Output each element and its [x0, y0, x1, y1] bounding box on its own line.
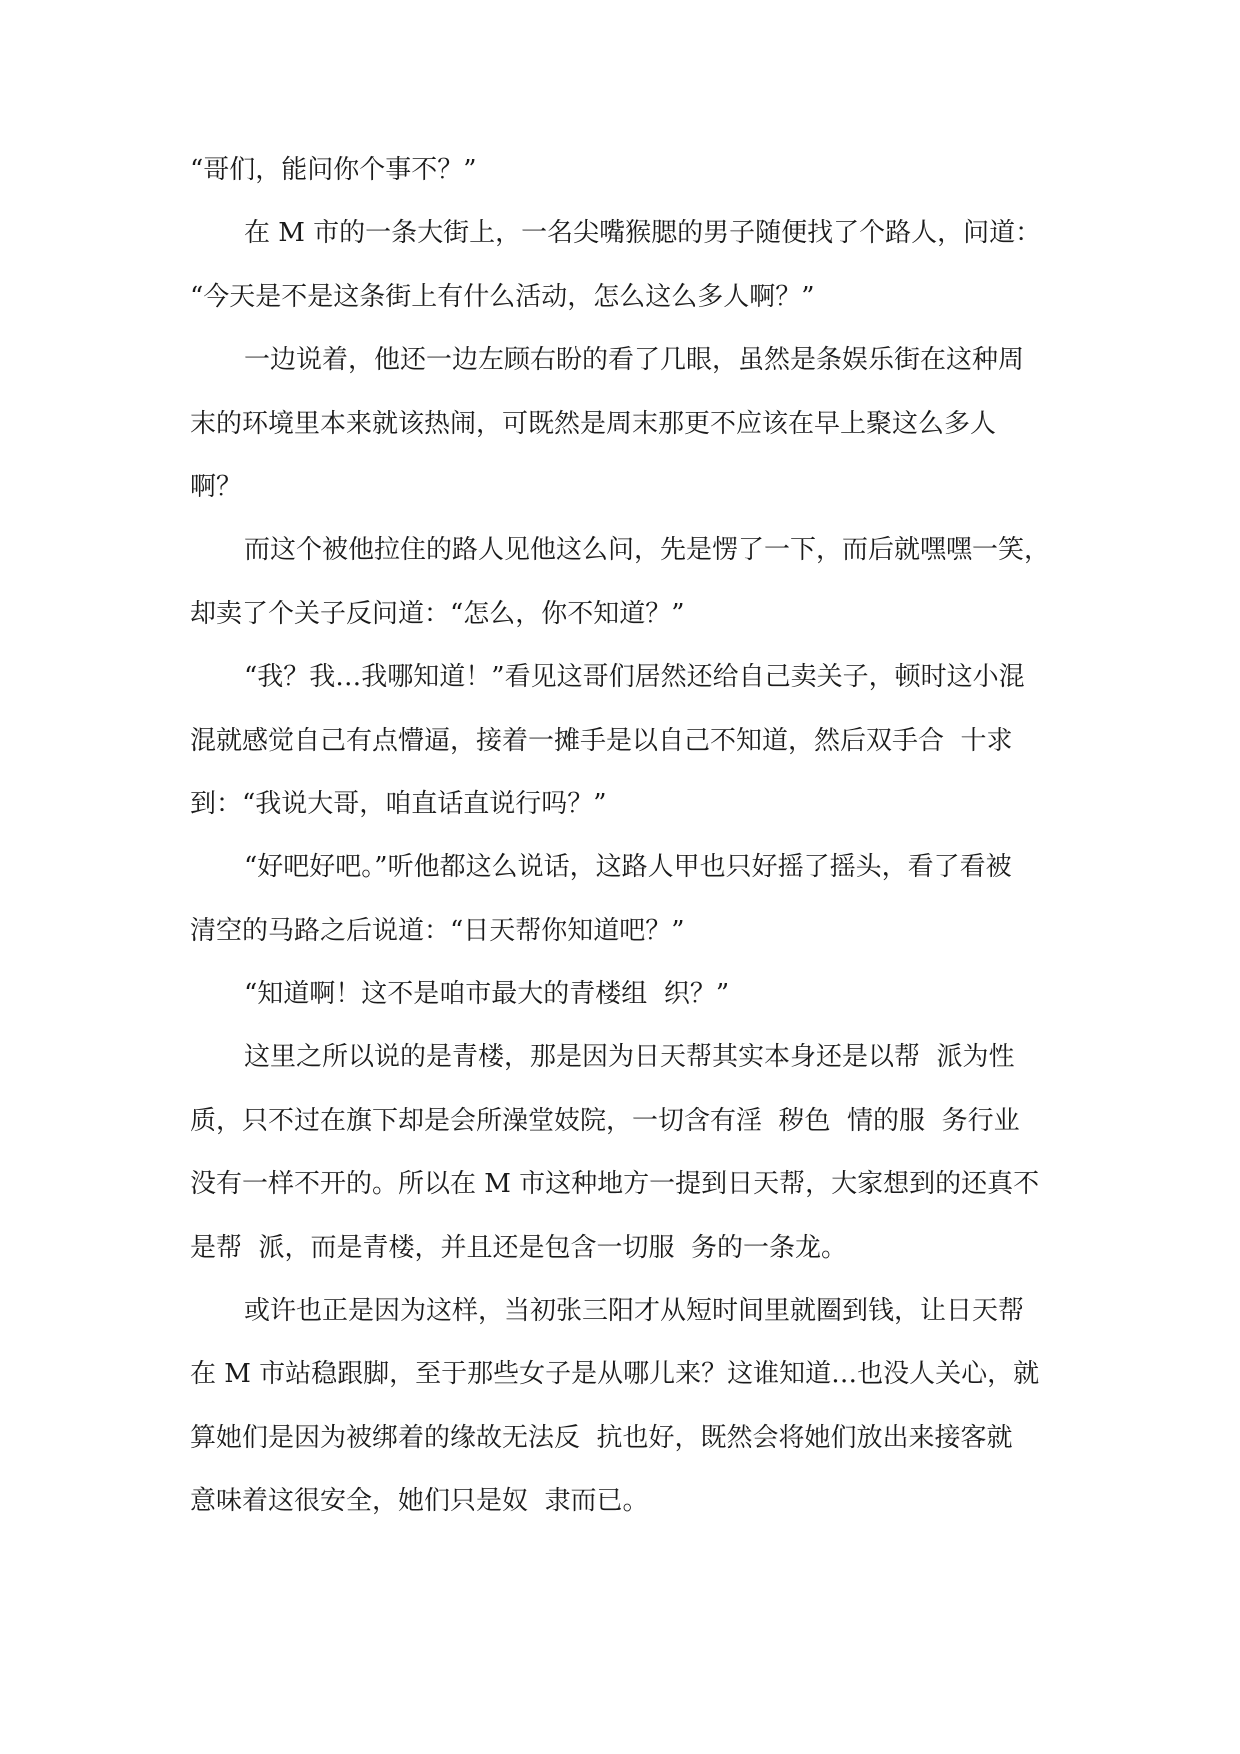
text-line: “好吧好吧。”听他都这么说话，这路人甲也只好摇了摇头，看了看被: [244, 852, 1012, 883]
text-line: 在 M 市的一条大街上，一名尖嘴猴腮的男子随便找了个路人，问道：: [244, 218, 1042, 249]
text-line: 算她们是因为被绑着的缘故无法反 抗也好，既然会将她们放出来接客就: [190, 1422, 1013, 1453]
text-line: 质，只不过在旗下却是会所澡堂妓院，一切含有淫 秽色 情的服 务行业: [190, 1105, 1020, 1136]
text-line: 是帮 派，而是青楼，并且还是包含一切服 务的一条龙。: [190, 1232, 848, 1263]
text-line: 或许也正是因为这样，当初张三阳才从短时间里就圈到钱，让日天帮: [244, 1296, 1025, 1327]
text-line: 混就感觉自己有点懵逼，接着一摊手是以自己不知道，然后双手合 十求: [190, 725, 1013, 756]
text-line: 在 M 市站稳跟脚，至于那些女子是从哪儿来？这谁知道…也没人关心，就: [190, 1359, 1040, 1390]
text-line: “知道啊！这不是咱市最大的青楼组 织？”: [244, 979, 730, 1010]
text-line: 一边说着，他还一边左顾右盼的看了几眼，虽然是条娱乐街在这种周: [244, 345, 1025, 376]
text-line: 而这个被他拉住的路人见他这么问，先是愣了一下，而后就嘿嘿一笑，: [244, 535, 1051, 566]
text-line: 意味着这很安全，她们只是奴 隶而已。: [190, 1486, 649, 1517]
text-line: 到：“我说大哥，咱直话直说行吗？”: [190, 788, 607, 819]
text-line: 末的环境里本来就该热闹，可既然是周末那更不应该在早上聚这么多人: [190, 408, 997, 439]
text-line: 清空的马路之后说道：“日天帮你知道吧？”: [190, 915, 685, 946]
text-line: 啊？: [190, 471, 243, 502]
text-line: 这里之所以说的是青楼，那是因为日天帮其实本身还是以帮 派为性: [244, 1042, 1015, 1073]
text-line: 却卖了个关子反问道：“怎么，你不知道？”: [190, 598, 685, 629]
text-line: 没有一样不开的。所以在 M 市这种地方一提到日天帮，大家想到的还真不: [190, 1169, 1040, 1200]
text-line: “我？我…我哪知道！”看见这哥们居然还给自己卖关子，顿时这小混: [244, 662, 1025, 693]
text-line: “今天是不是这条街上有什么活动，怎么这么多人啊？”: [190, 281, 815, 312]
document-body: [190, 150, 1060, 1545]
text-line: “哥们，能问你个事不？”: [190, 155, 477, 185]
